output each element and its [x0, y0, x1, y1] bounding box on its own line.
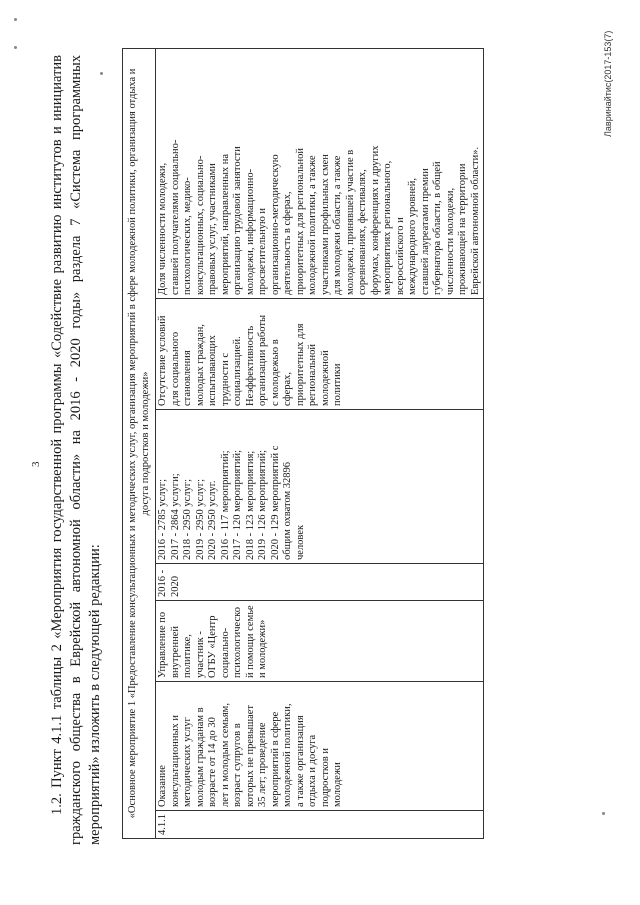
page-number: 3	[30, 461, 42, 467]
period-cell: 2016 - 2020	[156, 564, 484, 601]
section-row	[123, 48, 156, 838]
executor-cell: Управление по внутренней политике, участник - ОГБУ «Центр социально- психологическо й помощи семье и молодежи»	[156, 601, 484, 682]
amendment-heading	[48, 55, 105, 845]
scan-speck	[602, 812, 605, 815]
section-header: «Основное мероприятие 1 «Предоставление консультационных и методических услуг, организация мероприятий в сфере молодежной политики, организация отдыха и досуга подростков и молодежи»	[123, 48, 156, 838]
document-footer: Лавринайтис(2017-153(7)	[603, 30, 613, 137]
scan-speck	[14, 46, 17, 49]
measure-name-cell: Оказание консультационных и методических услуг молодым гражданам в возрасте от 14 до 30 лет и молодым семьям, возраст супругов в которых не превышает 35 лет; проведение мероприятий в сфере молодежной политики, а также организация отдыха и досуга подростков и молодежи	[156, 682, 484, 811]
scan-speck	[100, 72, 103, 75]
heading-text: 1.2. Пункт 4.1.1 таблицы 2 «Мероприятия государственной программы «Содействие развитию институтов и инициатив гражданского общества в Еврейской автономной области» на 2016 - 2020 годы» раздела 7 «Система программных мероприятий» изложить в следующей редакции:	[49, 55, 103, 845]
table-row	[156, 48, 484, 838]
scan-speck	[14, 18, 17, 21]
consequences-cell: Отсутствие условий для социального становления молодых граждан, испытывающих трудности с социализацией. Неэффективность организации работы с молодежью в сферах, приоритетных для региональной молодежной политики	[156, 299, 484, 410]
row-number: 4.1.1	[156, 811, 484, 839]
target-indicator-cell: Доля численности молодежи, ставшей получателями социально- психологических, медико- консультационных, социально- правовых услуг, участниками мероприятий, направленных на организацию трудовой занятости молодежи, информационно- просветительную и организационно-методическую деятельность в сферах, приоритетных для региональной молодежной политики, а также участниками профильных смен для молодежи области, а также молодежи, принявшей участие в соревнованиях, фестивалях, форумах, конференциях и других мероприятиях регионального, всероссийского и международного уровней, ставшей лауреатами премии губернатора области, в общей численности молодежи, проживающей на территории Еврейской автономной области».	[156, 48, 484, 298]
measures-table	[122, 48, 484, 839]
indicators-cell: 2016 - 2785 услуг; 2017 - 2864 услуги; 2018 - 2950 услуг; 2019 - 2950 услуг; 2020 - 2950 услуг. 2016 - 117 мероприятий; 2017 - 120 мероприятий; 2018 - 123 мероприятия; 2019 - 126 мероприятий; 2020 - 129 мероприятий с общим охватом 32896 человек	[156, 410, 484, 564]
